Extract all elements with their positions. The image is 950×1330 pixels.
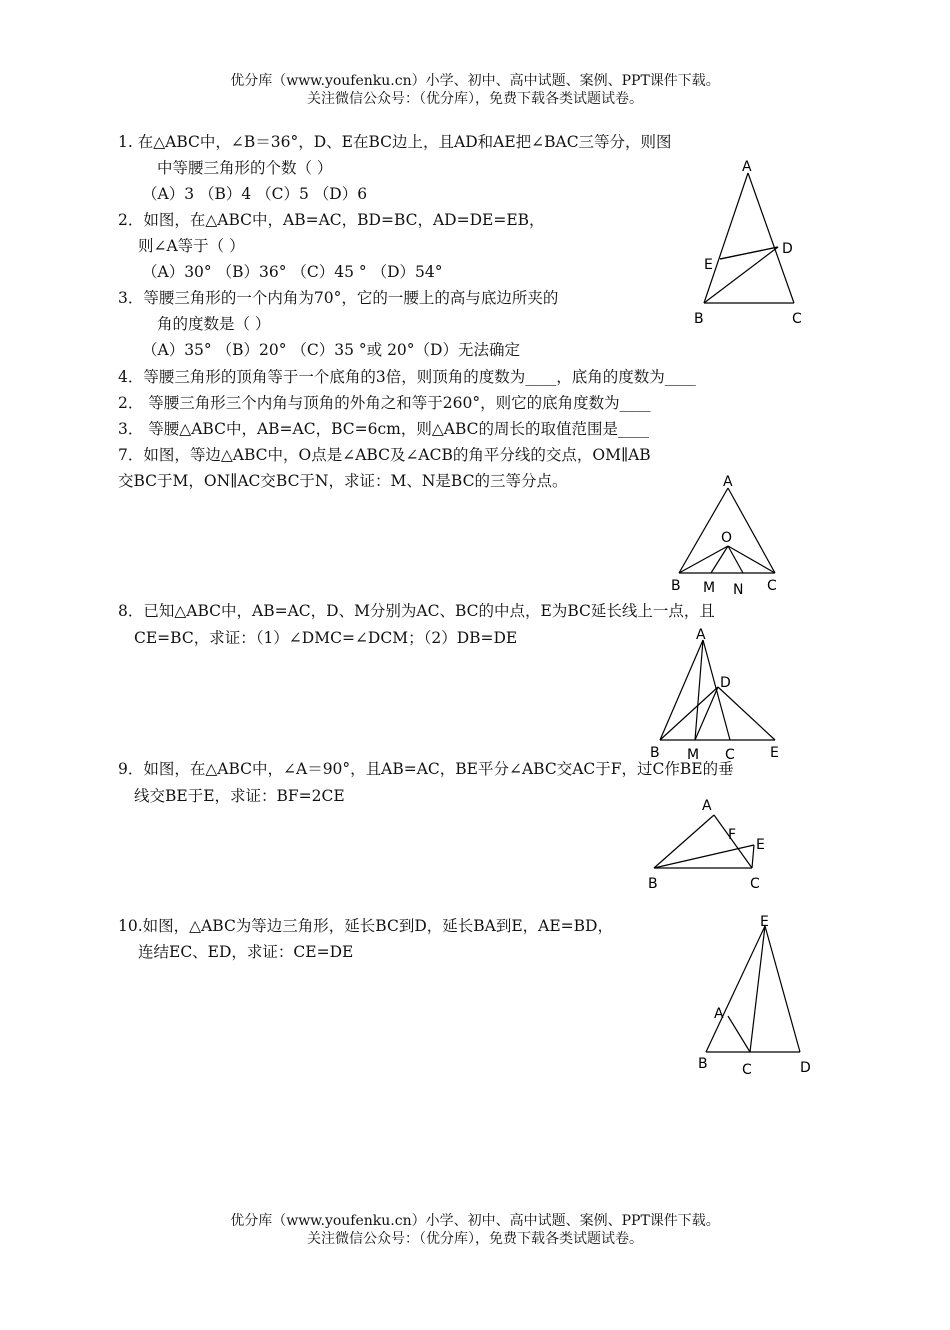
- fig10-segment-ec: [750, 926, 765, 1052]
- fig8-label-a: A: [696, 627, 706, 643]
- fig10-label-d: D: [800, 1060, 811, 1076]
- fig7-label-b: B: [671, 578, 681, 594]
- fig10-label-b: B: [698, 1056, 708, 1072]
- header-line-1: 优分库（www.youfenku.cn）小学、初中、高中试题、案例、PPT课件下载。: [230, 73, 720, 89]
- q3-line-1: 3．等腰三角形的一个内角为70°，它的一腰上的高与底边所夹的: [118, 289, 559, 307]
- q2-line-2: 则∠A等于（ ）: [138, 237, 245, 255]
- figure-q8: [640, 625, 790, 765]
- q9-line-2: 线交BE于E，求证：BF=2CE: [134, 787, 345, 805]
- fig9-label-e: E: [756, 837, 765, 853]
- q3-options: （A）35° （B）20° （C）35 °或 20°（D）无法确定: [142, 341, 520, 359]
- fig10-label-c: C: [742, 1062, 752, 1078]
- fig7-label-a: A: [723, 474, 733, 490]
- fig7-label-c: C: [767, 578, 777, 594]
- q2-options: （A）30° （B）36° （C）45 ° （D）54°: [142, 263, 443, 281]
- q6-line-1: 3． 等腰△ABC中，AB=AC，BC=6cm，则△ABC的周长的取值范围是____: [118, 420, 649, 438]
- fig1-label-d: D: [782, 241, 793, 257]
- fig8-label-c: C: [725, 747, 735, 763]
- fig8-segment-de: [718, 687, 775, 740]
- fig1-segment-bd: [704, 247, 778, 303]
- fig9-segment-ec: [752, 845, 754, 868]
- fig1-label-b: B: [694, 311, 704, 327]
- fig9-label-c: C: [750, 876, 760, 892]
- figure-q10: [690, 912, 825, 1082]
- fig1-segment-ac: [748, 173, 794, 303]
- fig10-label-a: A: [714, 1006, 724, 1022]
- fig10-label-e: E: [760, 914, 769, 930]
- q8-line-1: 8．已知△ABC中，AB=AC，D、M分别为AC、BC的中点，E为BC延长线上一点，且: [118, 602, 715, 620]
- fig10-segment-ac: [728, 1016, 750, 1052]
- fig10-segment-be: [706, 926, 765, 1052]
- q10-line-1: 10.如图，△ABC为等边三角形，延长BC到D，延长BA到E，AE=BD，: [118, 917, 613, 935]
- fig1-label-a: A: [742, 159, 752, 175]
- fig1-segment-ab: [704, 173, 748, 303]
- q8-line-2: CE=BC，求证：（1）∠DMC=∠DCM；（2）DB=DE: [134, 629, 518, 647]
- fig1-label-e: E: [704, 257, 713, 273]
- q4-line-1: 4．等腰三角形的顶角等于一个底角的3倍，则顶角的度数为____，底角的度数为____: [118, 368, 696, 386]
- figure-q1: [690, 155, 810, 330]
- q1-line-2: 中等腰三角形的个数（ ）: [157, 159, 333, 177]
- q10-line-2: 连结EC、ED，求证：CE=DE: [138, 943, 354, 961]
- fig10-segment-ed: [765, 926, 800, 1052]
- figure-q7: [665, 470, 790, 600]
- q2-line-1: 2．如图，在△ABC中，AB=AC，BD=BC，AD=DE=EB，: [118, 211, 545, 229]
- footer-line-1: 优分库（www.youfenku.cn）小学、初中、高中试题、案例、PPT课件下载。: [230, 1213, 720, 1229]
- q7-line-2: 交BC于M，ON∥AC交BC于N，求证：M、N是BC的三等分点。: [118, 472, 568, 490]
- q3-line-2: 角的度数是（ ）: [157, 315, 271, 333]
- fig8-label-e: E: [770, 745, 779, 761]
- q7-line-1: 7．如图，等边△ABC中，O点是∠ABC及∠ACB的角平分线的交点，OM∥AB: [118, 446, 651, 464]
- figure-q9: [640, 795, 780, 895]
- footer-line-2: 关注微信公众号：（优分库），免费下载各类试题试卷。: [307, 1231, 643, 1247]
- fig8-label-d: D: [720, 675, 731, 691]
- fig8-segment-bd: [660, 687, 718, 740]
- q9-line-1: 9．如图，在△ABC中，∠A＝90°，且AB=AC，BE平分∠ABC交AC于F，过C作BE的垂: [118, 760, 734, 778]
- fig7-label-m: M: [703, 580, 716, 596]
- fig7-label-n: N: [733, 582, 744, 598]
- fig1-label-c: C: [792, 311, 802, 327]
- q1-options: （A）3 （B）4 （C）5 （D）6: [142, 185, 368, 203]
- q5-line-1: 2． 等腰三角形三个内角与顶角的外角之和等于260°，则它的底角度数为____: [118, 394, 651, 412]
- fig8-label-b: B: [650, 745, 660, 761]
- fig9-segment-ab: [654, 815, 714, 868]
- q1-line-1: 1. 在△ABC中，∠B＝36°，D、E在BC边上，且AD和AE把∠BAC三等分，则图: [118, 133, 672, 151]
- fig7-segment-ac: [728, 488, 775, 573]
- fig8-label-m: M: [687, 747, 700, 763]
- fig9-segment-be: [654, 845, 754, 868]
- fig9-label-f: F: [728, 827, 737, 843]
- fig9-label-b: B: [648, 876, 658, 892]
- fig7-label-o: O: [721, 530, 733, 546]
- fig9-label-a: A: [702, 798, 712, 814]
- header-line-2: 关注微信公众号：（优分库），免费下载各类试题试卷。: [307, 91, 643, 107]
